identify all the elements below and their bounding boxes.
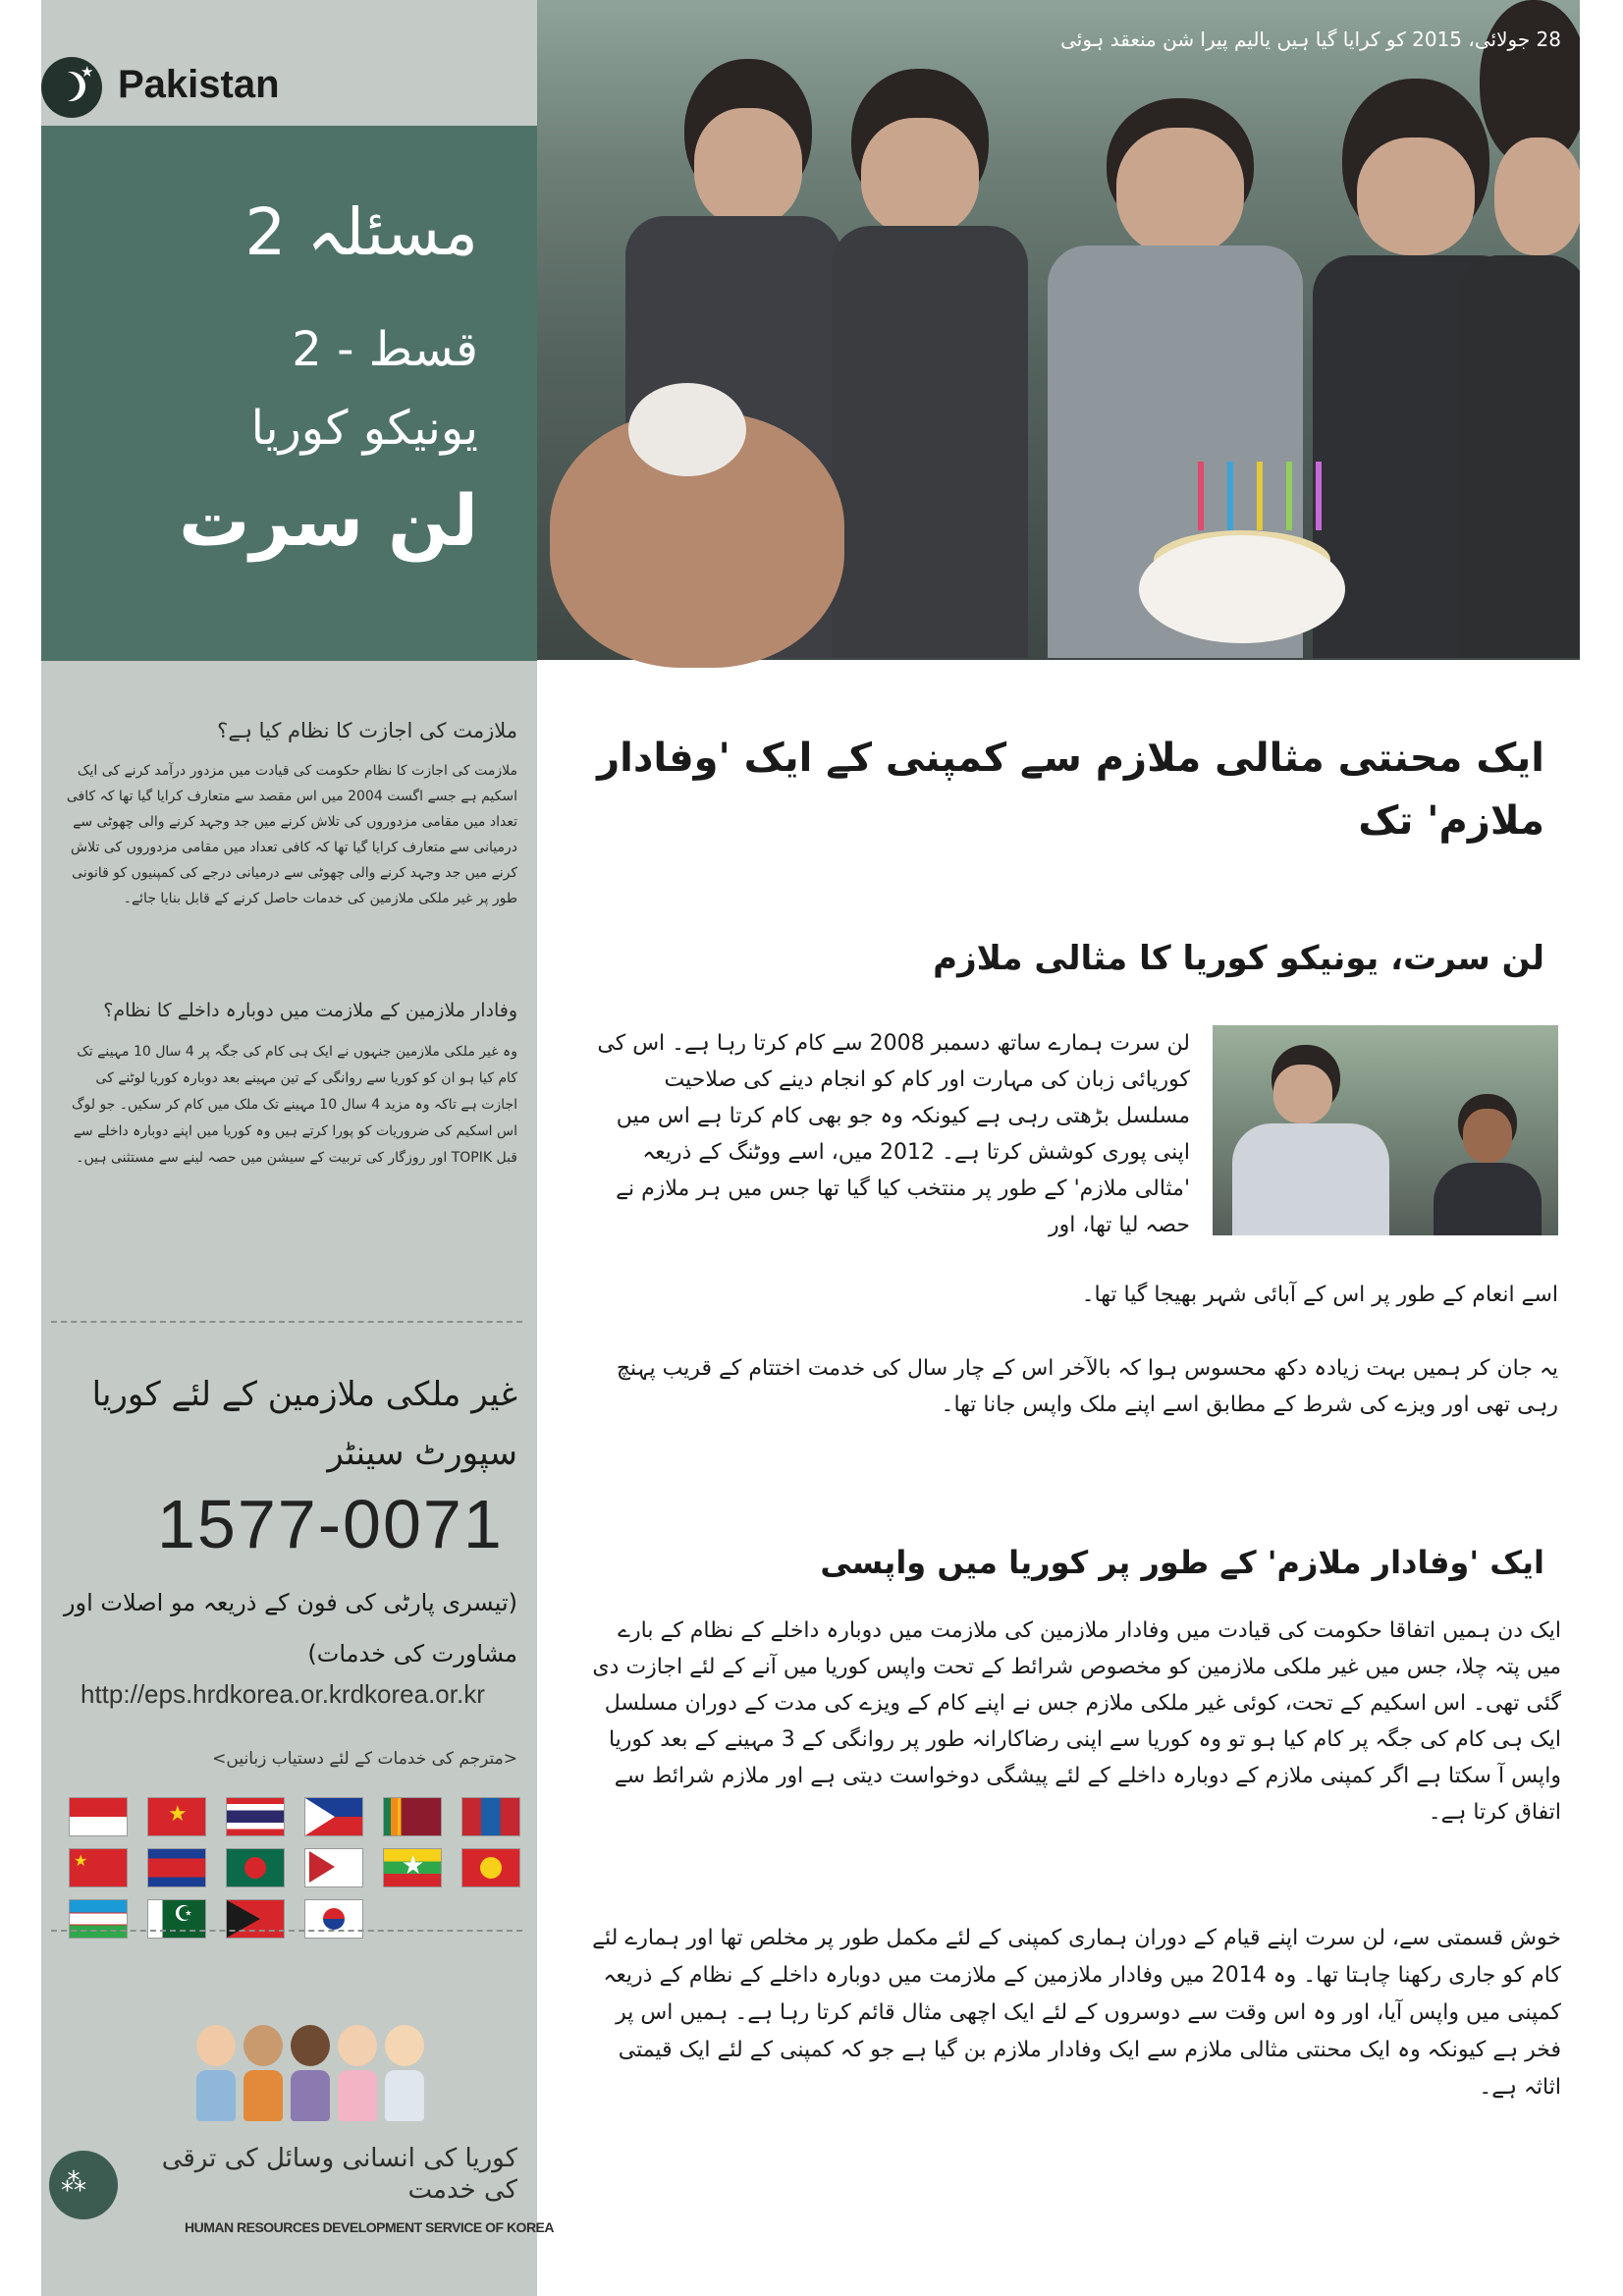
article-paragraph: ایک دن ہمیں اتفاقا حکومت کی قیادت میں وفادار ملازمین کی ملازمت میں دوبارہ داخلے کے نظام کے بارے میں پتہ چلا، جس میں غیر ملکی ملازمین کو مخصوص شرائط کے تحت واپس کوریا میں آنے کے لئے اجازت دی گئی تھی۔ اس اسکیم کے تحت، کوئی غیر ملکی ملازم جس نے اپنے کام کے ویزے کی مدت کے دوران مسلسل ایک ہی کام کی جگہ پر کام کیا ہو تو وہ کوریا سے اپنی رضاکارانہ طور پر روانگی کے 3 مہینے کے بعد کوریا واپس آ سکتا ہے اگر کمپنی ملازم کے دوبارہ داخلے کے لئے پیشگی دوخواست دیتی ہے اور ملازم شرائط سے اتفاق کرتا ہے۔ xyxy=(592,1618,1561,1825)
workers-inset-photo xyxy=(1213,1025,1558,1235)
issue-box xyxy=(41,126,537,661)
east-timor-flag-icon xyxy=(226,1899,285,1939)
china-flag-icon: ★ xyxy=(69,1848,128,1887)
article-paragraph: خوش قسمتی سے، لن سرت اپنے قیام کے دوران ہماری کمپنی کے لئے مکمل طور پر مخلص تھا اور ہمارے لئے کام کو جاری رکھنا چاہتا تھا۔ وہ 2014 میں وفادار ملازمین کے ملازمت میں دوبارہ داخلے کے نظام کے ذریعہ کمپنی میں واپس آیا، اور وہ اس وقت سے دوسروں کے لئے ایک اچھی مثال قائم کرتا رہا ہے۔ ہمیں اس پر فخر ہے کیونکہ وہ ایک محنتی مثالی ملازم سے ایک وفادار ملازم بن گیا ہے جو کہ کمپنی کے لئے ایک قیمتی اثاثہ ہے۔ xyxy=(592,1926,1561,2100)
kyrgyzstan-flag-icon xyxy=(461,1848,520,1887)
candle-icon xyxy=(1198,462,1204,530)
hrd-korea-logo: ⁂ xyxy=(49,2151,118,2219)
article-paragraph: یہ جان کر ہمیں بہت زیادہ دکھ محسوس ہوا کہ بالآخر اس کے چار سال کی خدمت اختتام کے قریب پہنچ رہی تھی اور ویزے کی شرط کے مطابق اسے اپنے ملک واپس جانا تھا۔ xyxy=(616,1356,1558,1417)
hrd-urdu-name: کوریا کی انسانی وسائل کی ترقی کی خدمت xyxy=(161,2144,517,2205)
country-name: Pakistan xyxy=(118,63,280,106)
indonesia-flag-icon xyxy=(69,1797,128,1836)
vietnam-flag-icon: ★ xyxy=(147,1797,206,1836)
issue-number: مسئلہ 2 xyxy=(244,194,478,270)
website-link[interactable]: http://eps.hrdkorea.or.krdkorea.or.kr xyxy=(81,1679,485,1709)
hrd-english-name: HUMAN RESOURCES DEVELOPMENT SERVICE OF KOREA xyxy=(185,2219,555,2235)
birthday-cake xyxy=(1139,535,1345,643)
sri-lanka-flag-icon xyxy=(383,1797,442,1836)
eps-body: ملازمت کی اجازت کا نظام حکومت کی قیادت میں مزدور درآمد کرنے کی ایک اسکیم ہے جسے اگست 2004 میں اس مقصد سے متعارف کرایا گیا تھا کہ کافی تعداد میں مقامی مزدوروں کی تلاش کرنے میں جد وجہد کرنے والی چھوٹی سے درمیانی سے متعارف کرایا گیا تھا کہ کافی تعداد میں مقامی مزدوروں کی تلاش کرنے میں جد وجہد کرنے والی چھوٹی سے درمیانی درجے کی کمپنیوں کو قانونی طور پر غیر ملکی ملازمین کی خدمات حاصل کرنے کے قابل بنایا جائے۔ xyxy=(66,763,517,906)
sidebar-divider xyxy=(51,1930,522,1932)
candle-icon xyxy=(1227,462,1233,530)
languages-note: <مترجم کی خدمات کے لئے دستیاب زبانیں> xyxy=(212,1749,517,1769)
eps-question: ملازمت کی اجازت کا نظام کیا ہے؟ xyxy=(217,719,517,742)
myanmar-flag-icon: ★ xyxy=(383,1848,442,1887)
candle-icon xyxy=(1286,462,1292,530)
thailand-flag-icon xyxy=(226,1797,285,1836)
star-icon: ★ xyxy=(81,63,94,81)
company-name: یونیکو کوریا xyxy=(250,401,478,456)
reentry-body: وہ غیر ملکی ملازمین جنہوں نے ایک ہی کام کی جگہ پر 4 سال 10 مہینے تک کام کیا ہو ان کو کوریا سے روانگی کے تین مہینے بعد دوبارہ کوریا لوٹنے کی اجازت ہے تاکہ وہ مزید 4 سال 10 مہینے تک ملک میں کام کر سکیں۔ جو لوگ اس اسکیم کی ضروریات کو پورا کرتے ہیں وہ کوریا میں اپنے دوبارہ داخلے سے قبل TOPIK اور روزگار کی تربیت کے سیشن میں حصہ لینے سے مستثنی ہیں۔ xyxy=(71,1044,517,1166)
brand-header xyxy=(41,39,537,137)
section2-title: ایک 'وفادار ملازم' کے طور پر کوریا میں واپسی xyxy=(820,1544,1544,1581)
article-paragraph: لن سرت ہمارے ساتھ دسمبر 2008 سے کام کرتا رہا ہے۔ اس کی کوریائی زبان کی مہارت اور کام کو انجام دینے کی صلاحیت مسلسل بڑھتی رہی ہے کیونکہ وہ جو بھی کام کرتا ہے اس میں اپنی پوری کوشش کرتا ہے۔ 2012 میں، اسے ووٹنگ کے ذریعہ 'مثالی ملازم' کے طور پر منتخب کیا گیا تھا جس میں ہر ملازم نے حصہ لیا تھا، اور xyxy=(597,1031,1190,1237)
phone-camera xyxy=(628,383,746,476)
nepal-flag-icon xyxy=(304,1848,363,1887)
bangladesh-flag-icon xyxy=(226,1848,285,1887)
support-center-title: غیر ملکی ملازمین کے لئے کوریا سپورٹ سینٹر xyxy=(91,1375,517,1473)
mongolia-flag-icon xyxy=(461,1797,520,1836)
article-headline: ایک محنتی مثالی ملازم سے کمپنی کے ایک 'وفادار ملازم' تک xyxy=(597,736,1544,844)
episode-label: قسط - 2 xyxy=(292,322,478,377)
candle-icon xyxy=(1316,462,1322,530)
pakistan-flag-icon: ☪ xyxy=(147,1899,206,1939)
phone-number[interactable]: 1577-0071 xyxy=(157,1486,504,1562)
candle-icon xyxy=(1257,462,1263,530)
cambodia-flag-icon xyxy=(147,1848,206,1887)
philippines-flag-icon xyxy=(304,1797,363,1836)
sidebar-divider xyxy=(51,1321,522,1323)
photo-caption: 28 جولائی، 2015 کو کرایا گیا ہیں یالیم پیرا شن منعقد ہوئی xyxy=(1060,27,1561,51)
article-paragraph: اسے انعام کے طور پر اس کے آبائی شہر بھیجا گیا تھا۔ xyxy=(1081,1283,1558,1307)
workers-illustration xyxy=(196,2013,432,2121)
section1-title: لن سرت، یونیکو کوریا کا مثالی ملازم xyxy=(933,939,1544,978)
korea-flag-icon xyxy=(304,1899,363,1939)
person-name: لن سرت xyxy=(179,479,478,562)
phone-note: (تیسری پارٹی کی فون کے ذریعہ مو اصلات اور مشاورت کی خدمات) xyxy=(63,1589,517,1667)
reentry-question: وفادار ملازمین کے ملازمت میں دوبارہ داخلے کا نظام؟ xyxy=(103,1000,517,1021)
uzbekistan-flag-icon xyxy=(69,1899,128,1939)
